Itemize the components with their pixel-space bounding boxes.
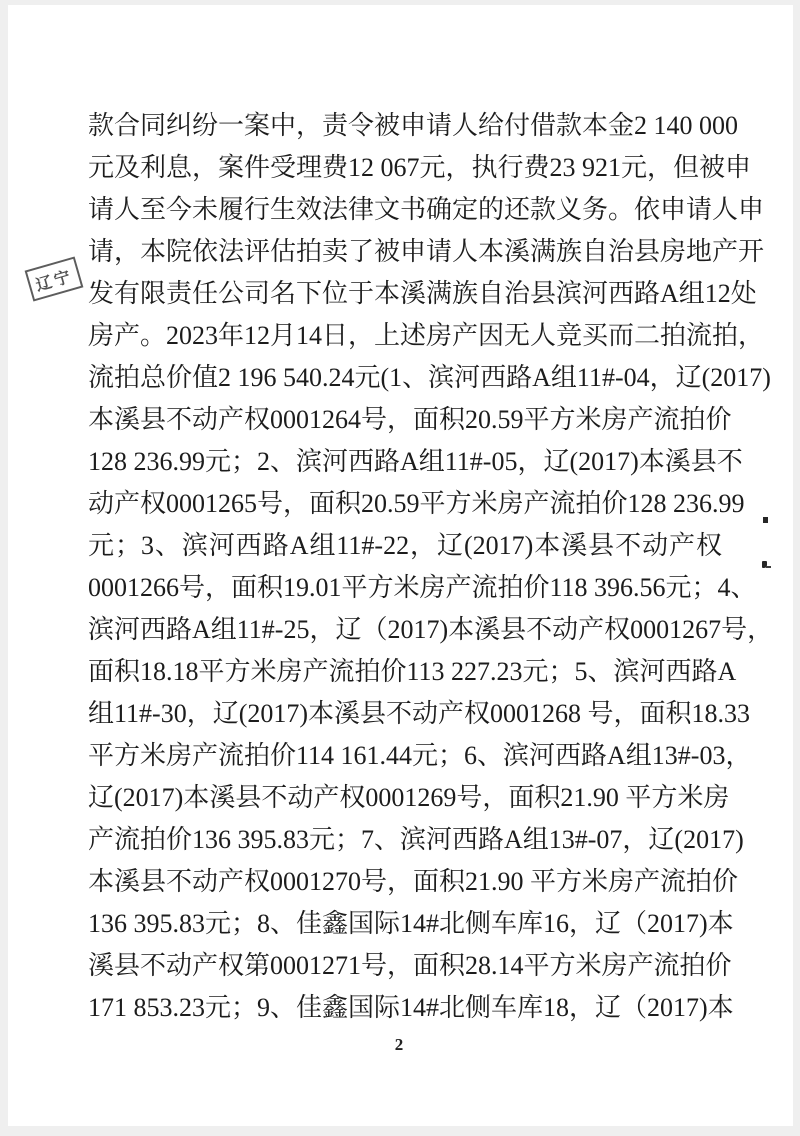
text-line: 元；3、滨河西路A组11#-22，辽(2017)本溪县不动产权: [88, 531, 722, 560]
page-number: 2: [394, 1035, 404, 1054]
text-line: 0001266号，面积19.01平方米房产流拍价118 396.56元；4、: [88, 573, 757, 602]
text-line: 本溪县不动产权0001264号，面积20.59平方米房产流拍价: [88, 405, 732, 434]
text-line: 面积18.18平方米房产流拍价113 227.23元；5、滨河西路A: [88, 657, 737, 686]
text-line: 溪县不动产权第0001271号，面积28.14平方米房产流拍价: [88, 951, 732, 980]
text-line: 请，本院依法评估拍卖了被申请人本溪满族自治县房地产开: [88, 237, 765, 266]
text-line: 辽(2017)本溪县不动产权0001269号，面积21.90 平方米房: [88, 783, 730, 812]
text-line: 171 853.23元；9、佳鑫国际14#北侧车库18，辽（2017)本: [88, 993, 734, 1022]
liaoning-margin-stamp: [25, 256, 84, 301]
text-line: 组11#-30，辽(2017)本溪县不动产权0001268 号，面积18.33: [88, 699, 751, 728]
ink-speck: [762, 561, 767, 568]
text-line: 本溪县不动产权0001270号，面积21.90 平方米房产流拍价: [88, 867, 739, 896]
stamp-label: 辽宁: [33, 267, 76, 295]
text-line: 元及利息，案件受理费12 067元，执行费23 921元，但被申: [88, 153, 752, 182]
text-line: 款合同纠纷一案中，责令被申请人给付借款本金2 140 000: [88, 111, 739, 140]
text-line: 房产。2023年12月14日，上述房产因无人竞买而二拍流拍，: [88, 321, 765, 350]
text-line: 发有限责任公司名下位于本溪满族自治县滨河西路A组12处: [88, 279, 757, 308]
text-line: 平方米房产流拍价114 161.44元；6、滨河西路A组13#-03，: [88, 741, 752, 770]
text-line: 128 236.99元；2、滨河西路A组11#-05，辽(2017)本溪县不: [88, 447, 743, 476]
text-line: 滨河西路A组11#-25，辽（2017)本溪县不动产权0001267号，: [88, 615, 774, 644]
text-line: 产流拍价136 395.83元；7、滨河西路A组13#-07，辽(2017): [88, 825, 744, 854]
text-line: 请人至今未履行生效法律文书确定的还款义务。依申请人申: [88, 195, 765, 224]
document-page: [8, 5, 793, 1126]
body-text: [88, 105, 774, 1029]
text-line: 136 395.83元；8、佳鑫国际14#北侧车库16，辽（2017)本: [88, 909, 734, 938]
text-line: 动产权0001265号，面积20.59平方米房产流拍价128 236.99: [88, 489, 745, 518]
ink-speck: [763, 517, 768, 523]
text-line: 流拍总价值2 196 540.24元(1、滨河西路A组11#-04，辽(2017): [88, 363, 771, 392]
